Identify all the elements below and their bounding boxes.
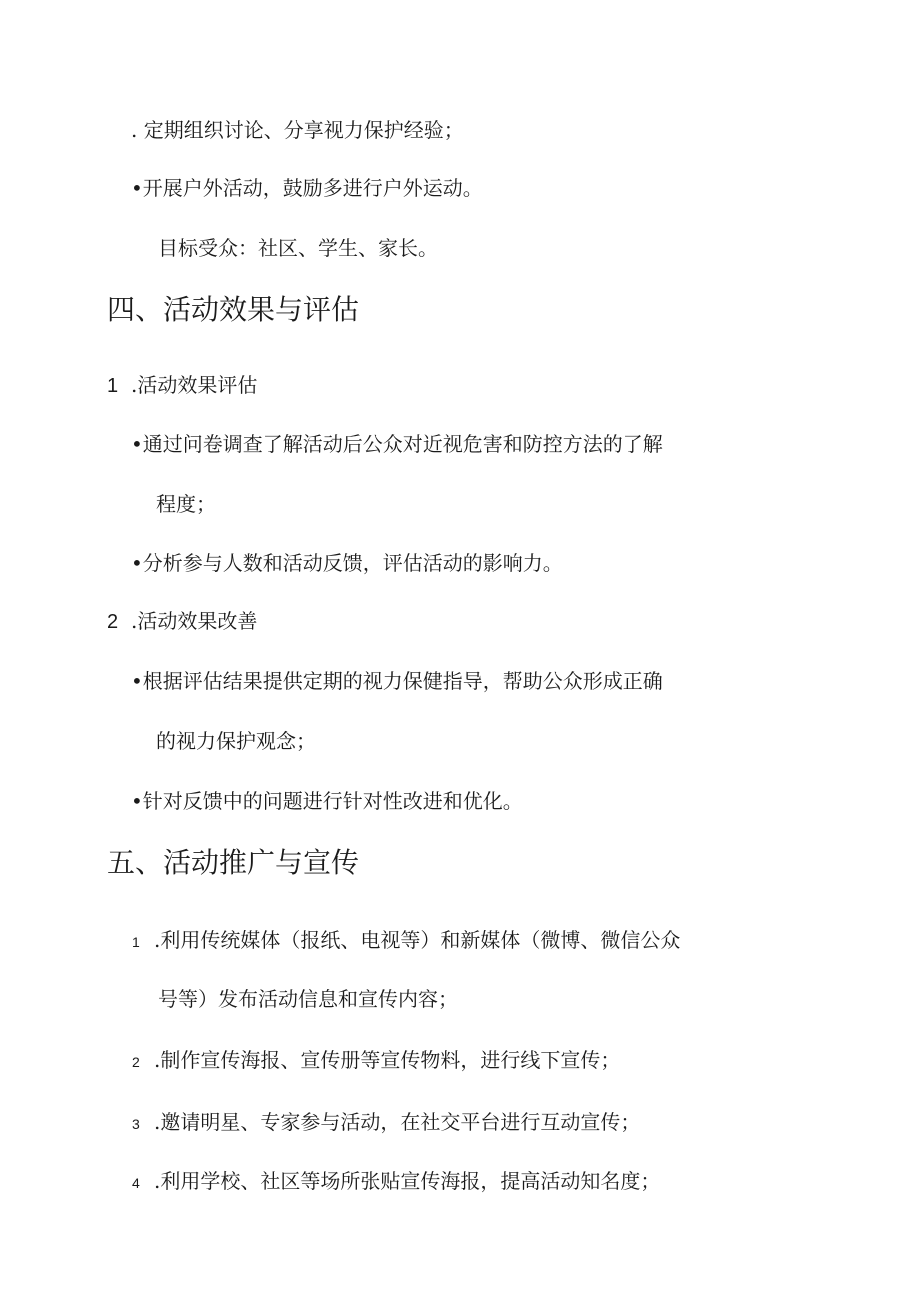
item-number: 4	[132, 1175, 140, 1191]
item-number: 2	[132, 1054, 140, 1070]
subsection-heading-1	[107, 371, 257, 400]
subsection-number: 1	[107, 375, 119, 397]
list-item: •针对反馈中的问题进行针对性改进和优化。	[131, 789, 523, 813]
item-number: 3	[132, 1116, 140, 1132]
list-item-continuation: 程度；	[156, 492, 216, 516]
subsection-label: .活动效果改善	[131, 609, 258, 633]
list-item: •通过问卷调查了解活动后公众对近视危害和防控方法的了解	[131, 432, 663, 456]
numbered-item	[132, 926, 680, 956]
item-text: .制作宣传海报、宣传册等宣传物料，进行线下宣传；	[154, 1048, 621, 1072]
list-item-continuation: 的视力保护观念；	[156, 729, 316, 753]
list-item: . 定期组织讨论、分享视力保护经验；	[131, 118, 464, 142]
item-text: .利用传统媒体（报纸、电视等）和新媒体（微博、微信公众	[154, 928, 681, 952]
subsection-heading-2	[107, 607, 257, 636]
list-item: •分析参与人数和活动反馈，评估活动的影响力。	[131, 551, 563, 575]
subsection-number: 2	[107, 611, 119, 633]
numbered-item	[132, 1046, 620, 1076]
subsection-label: .活动效果评估	[131, 373, 258, 397]
audience-line: 目标受众：社区、学生、家长。	[158, 236, 438, 260]
numbered-item-continuation: 号等）发布活动信息和宣传内容；	[158, 987, 458, 1011]
numbered-item	[132, 1167, 660, 1197]
item-text: .利用学校、社区等场所张贴宣传海报，提高活动知名度；	[154, 1169, 661, 1193]
list-item: •开展户外活动，鼓励多进行户外运动。	[131, 176, 483, 200]
item-number: 1	[132, 934, 140, 950]
list-item: •根据评估结果提供定期的视力保健指导，帮助公众形成正确	[131, 669, 663, 693]
numbered-item	[132, 1108, 640, 1138]
section-heading-4: 四、活动效果与评估	[107, 293, 360, 326]
section-heading-5: 五、活动推广与宣传	[107, 846, 360, 879]
item-text: .邀请明星、专家参与活动，在社交平台进行互动宣传；	[154, 1110, 641, 1134]
